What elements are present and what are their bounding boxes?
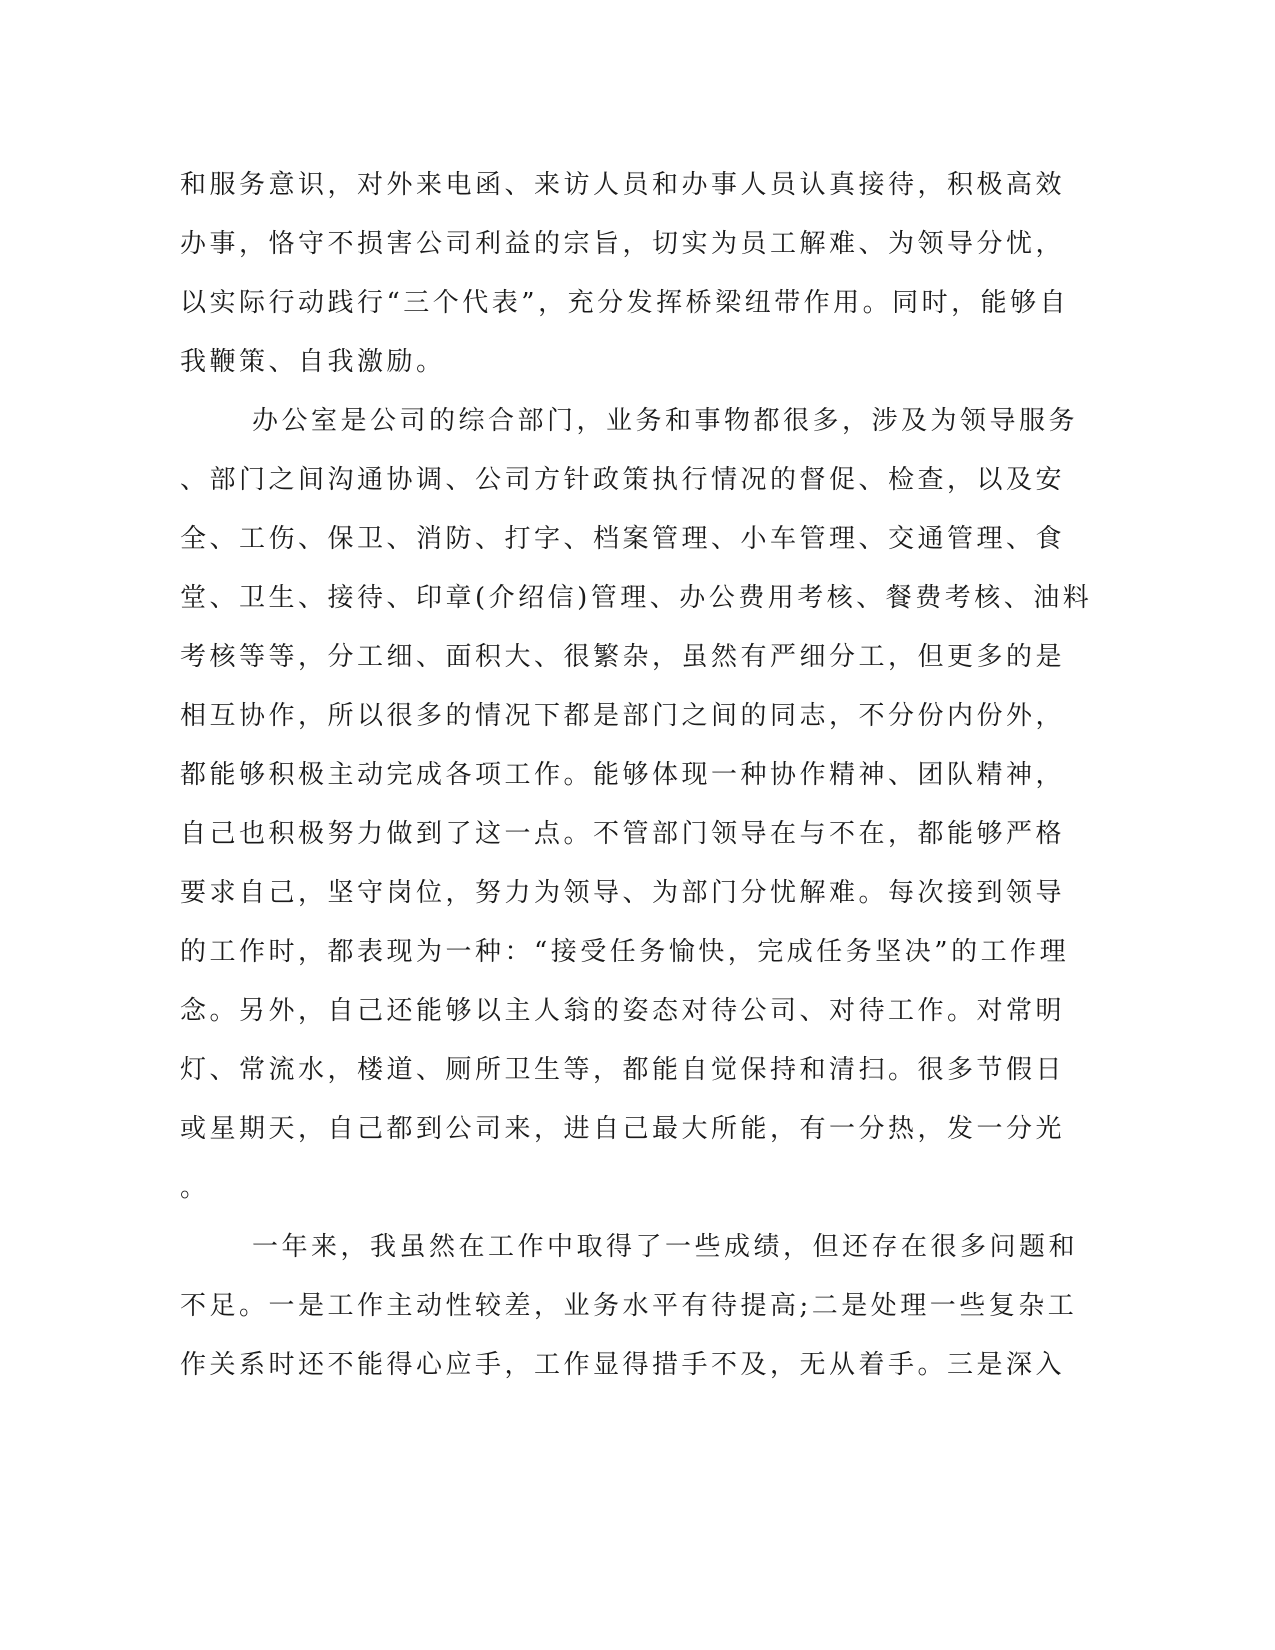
text-line: 作关系时还不能得心应手，工作显得措手不及，无从着手。三是深入 <box>180 1350 1066 1380</box>
text-line: 堂、卫生、接待、印章(介绍信)管理、办公费用考核、餐费考核、油料 <box>180 583 1093 613</box>
text-line: 和服务意识，对外来电函、来访人员和办事人员认真接待，积极高效 <box>180 170 1066 200</box>
body-text <box>180 156 1093 1395</box>
text-line: 我鞭策、自我激励。 <box>180 347 446 377</box>
text-line: 不足。一是工作主动性较差，业务水平有待提高;二是处理一些复杂工 <box>180 1291 1078 1321</box>
text-line: 考核等等，分工细、面积大、很繁杂，虽然有严细分工，但更多的是 <box>180 642 1066 672</box>
text-line: 或星期天，自己都到公司来，进自己最大所能，有一分热，发一分光 <box>180 1114 1066 1144</box>
text-line: 相互协作，所以很多的情况下都是部门之间的同志，不分份内份外， <box>180 701 1066 731</box>
text-line: 、部门之间沟通协调、公司方针政策执行情况的督促、检查，以及安 <box>180 465 1066 495</box>
text-line: 办事，恪守不损害公司利益的宗旨，切实为员工解难、为领导分忧， <box>180 229 1066 259</box>
paragraph-first-line: 一年来，我虽然在工作中取得了一些成绩，但还存在很多问题和 <box>252 1232 1079 1262</box>
text-line: 灯、常流水，楼道、厕所卫生等，都能自觉保持和清扫。很多节假日 <box>180 1055 1066 1085</box>
text-line: 念。另外，自己还能够以主人翁的姿态对待公司、对待工作。对常明 <box>180 996 1066 1026</box>
text-line: 都能够积极主动完成各项工作。能够体现一种协作精神、团队精神， <box>180 760 1066 790</box>
text-line: 全、工伤、保卫、消防、打字、档案管理、小车管理、交通管理、食 <box>180 524 1066 554</box>
text-line: 的工作时，都表现为一种：“接受任务愉快，完成任务坚决”的工作理 <box>180 937 1070 967</box>
text-line: 。 <box>180 1173 210 1203</box>
paragraph-first-line: 办公室是公司的综合部门，业务和事物都很多，涉及为领导服务 <box>252 406 1079 436</box>
text-line: 自己也积极努力做到了这一点。不管部门领导在与不在，都能够严格 <box>180 819 1066 849</box>
text-line: 要求自己，坚守岗位，努力为领导、为部门分忧解难。每次接到领导 <box>180 878 1066 908</box>
text-line: 以实际行动践行“三个代表”，充分发挥桥梁纽带作用。同时，能够自 <box>180 288 1070 318</box>
